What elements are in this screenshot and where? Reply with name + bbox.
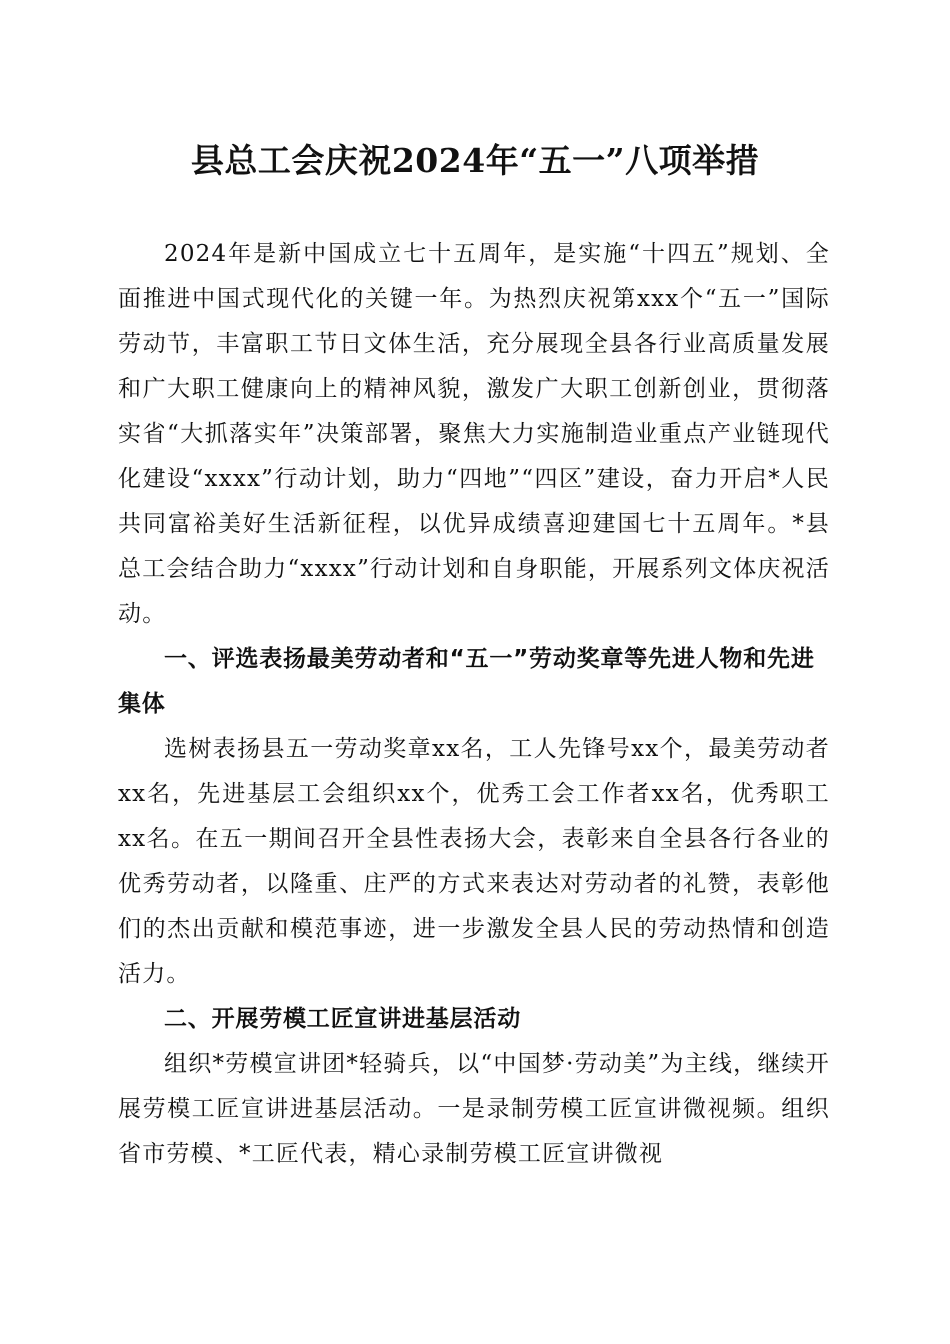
- intro-paragraph: 2024年是新中国成立七十五周年，是实施“十四五”规划、全面推进中国式现代化的关键一年。为热烈庆祝第xxx个“五一”国际劳动节，丰富职工节日文体生活，充分展现全县各行业高质量发展和广大职工健康向上的精神风貌，激发广大职工创新创业，贯彻落实省“大抓落实年”决策部署，聚焦大力实施制造业重点产业链现代化建设“xxxx”行动计划，助力“四地”“四区”建设，奋力开启*人民共同富裕美好生活新征程，以优异成绩喜迎建国七十五周年。*县总工会结合助力“xxxx”行动计划和自身职能，开展系列文体庆祝活动。: [118, 241, 830, 627]
- section-heading-2: 二、开展劳模工匠宣讲进基层活动: [164, 1006, 521, 1032]
- section-heading-1: 一、评选表扬最美劳动者和“五一”劳动奖章等先进人物和先进集体: [118, 646, 815, 717]
- document-body: [118, 232, 830, 1177]
- document-title: 县总工会庆祝2024年“五一”八项举措: [190, 141, 760, 180]
- section-2-paragraph: 组织*劳模宣讲团*轻骑兵，以“中国梦·劳动美”为主线，继续开展劳模工匠宣讲进基层活动。一是录制劳模工匠宣讲微视频。组织省市劳模、*工匠代表，精心录制劳模工匠宣讲微视: [118, 1051, 830, 1167]
- section-1-paragraph: 选树表扬县五一劳动奖章xx名，工人先锋号xx个，最美劳动者xx名，先进基层工会组织xx个，优秀工会工作者xx名，优秀职工xx名。在五一期间召开全县性表扬大会，表彰来自全县各行各业的优秀劳动者，以隆重、庄严的方式来表达对劳动者的礼赞，表彰他们的杰出贡献和模范事迹，进一步激发全县人民的劳动热情和创造活力。: [118, 736, 830, 987]
